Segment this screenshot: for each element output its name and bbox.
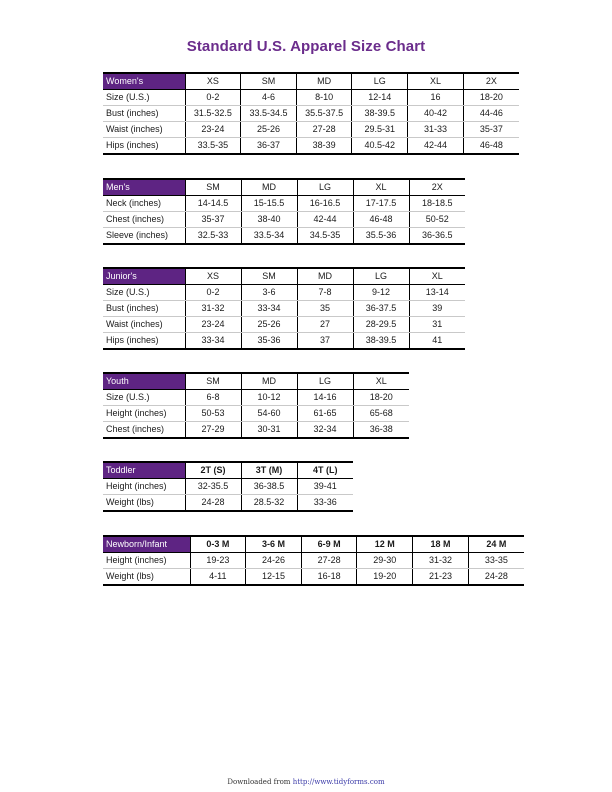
table-cell: 33.5-34.5 [241, 106, 297, 122]
size-column-header: 2X [463, 73, 519, 90]
table-cell: 41 [409, 333, 465, 350]
juniors-size-table [103, 267, 465, 350]
table-cell: 38-39 [296, 138, 352, 155]
table-cell: 33-34 [185, 333, 241, 350]
size-column-header: XL [409, 268, 465, 285]
table-cell: 33.5-35 [185, 138, 241, 155]
table-cell: 32-35.5 [185, 479, 241, 495]
table-cell: 12-14 [352, 90, 408, 106]
size-column-header: MD [241, 179, 297, 196]
size-column-header: 3T (M) [241, 462, 297, 479]
table-cell: 16-18 [301, 569, 357, 586]
table-cell: 15-15.5 [241, 196, 297, 212]
table-cell: 12-15 [246, 569, 302, 586]
table-cell: 28-29.5 [353, 317, 409, 333]
table-cell: 61-65 [297, 406, 353, 422]
row-label: Size (U.S.) [103, 90, 185, 106]
size-column-header: XL [353, 373, 409, 390]
table-cell: 16-16.5 [297, 196, 353, 212]
size-column-header: SM [185, 373, 241, 390]
size-column-header: 2X [409, 179, 465, 196]
table-row [103, 122, 519, 138]
table-row [103, 301, 465, 317]
table-cell: 39 [409, 301, 465, 317]
table-cell: 27 [297, 317, 353, 333]
table-cell: 31 [409, 317, 465, 333]
row-label: Size (U.S.) [103, 285, 185, 301]
table-cell: 50-53 [185, 406, 241, 422]
table-cell: 30-31 [241, 422, 297, 439]
table-cell: 65-68 [353, 406, 409, 422]
table-cell: 36-37 [241, 138, 297, 155]
table-cell: 38-39.5 [353, 333, 409, 350]
table-cell: 27-28 [296, 122, 352, 138]
table-cell: 18-18.5 [409, 196, 465, 212]
table-row [103, 285, 465, 301]
table-cell: 25-26 [241, 317, 297, 333]
size-column-header: XS [185, 73, 241, 90]
infant-size-table [103, 535, 524, 586]
table-cell: 33.5-34 [241, 228, 297, 245]
table-row [103, 90, 519, 106]
size-column-header: MD [297, 268, 353, 285]
table-cell: 42-44 [408, 138, 464, 155]
row-label: Weight (lbs) [103, 569, 190, 586]
table-cell: 31-32 [413, 553, 469, 569]
table-cell: 4-11 [190, 569, 246, 586]
table-cell: 14-16 [297, 390, 353, 406]
table-cell: 33-36 [297, 495, 353, 512]
table-cell: 28.5-32 [241, 495, 297, 512]
size-column-header: LG [297, 179, 353, 196]
table-cell: 35.5-37.5 [296, 106, 352, 122]
table-cell: 35.5-36 [353, 228, 409, 245]
footer-prefix: Downloaded from [227, 778, 291, 786]
table-cell: 29-30 [357, 553, 413, 569]
size-column-header: 4T (L) [297, 462, 353, 479]
table-cell: 35-36 [241, 333, 297, 350]
table-cell: 0-2 [185, 285, 241, 301]
table-cell: 18-20 [353, 390, 409, 406]
table-cell: 36-38 [353, 422, 409, 439]
size-column-header: XL [408, 73, 464, 90]
table-cell: 42-44 [297, 212, 353, 228]
table-row [103, 495, 353, 512]
row-label: Weight (lbs) [103, 495, 185, 512]
mens-size-table [103, 178, 465, 245]
row-label: Sleeve (inches) [103, 228, 185, 245]
table-cell: 18-20 [463, 90, 519, 106]
table-row [103, 479, 353, 495]
table-cell: 40-42 [408, 106, 464, 122]
youth-size-table [103, 372, 409, 439]
table-cell: 35 [297, 301, 353, 317]
table-cell: 25-26 [241, 122, 297, 138]
womens-size-table [103, 72, 519, 155]
table-row [103, 212, 465, 228]
table-cell: 39-41 [297, 479, 353, 495]
table-cell: 19-23 [190, 553, 246, 569]
table-cell: 23-24 [185, 122, 241, 138]
table-cell: 14-14.5 [185, 196, 241, 212]
table-category-label: Women's [103, 73, 185, 90]
table-cell: 32.5-33 [185, 228, 241, 245]
table-cell: 35-37 [185, 212, 241, 228]
table-cell: 7-8 [297, 285, 353, 301]
table-cell: 31.5-32.5 [185, 106, 241, 122]
table-row [103, 406, 409, 422]
table-row [103, 553, 524, 569]
table-row [103, 196, 465, 212]
table-header-row [103, 536, 524, 553]
table-cell: 4-6 [241, 90, 297, 106]
table-cell: 24-26 [246, 553, 302, 569]
page-title: Standard U.S. Apparel Size Chart [186, 38, 426, 55]
size-column-header: 24 M [468, 536, 524, 553]
table-header-row [103, 268, 465, 285]
table-cell: 38-40 [241, 212, 297, 228]
row-label: Bust (inches) [103, 106, 185, 122]
table-cell: 9-12 [353, 285, 409, 301]
size-column-header: XS [185, 268, 241, 285]
table-cell: 35-37 [463, 122, 519, 138]
table-row [103, 569, 524, 586]
table-cell: 36-37.5 [353, 301, 409, 317]
size-column-header: XL [353, 179, 409, 196]
size-column-header: 0-3 M [190, 536, 246, 553]
table-cell: 54-60 [241, 406, 297, 422]
table-cell: 33-34 [241, 301, 297, 317]
table-cell: 38-39.5 [352, 106, 408, 122]
table-cell: 31-32 [185, 301, 241, 317]
table-category-label: Junior's [103, 268, 185, 285]
table-row [103, 333, 465, 350]
table-cell: 21-23 [413, 569, 469, 586]
table-header-row [103, 462, 353, 479]
size-column-header: SM [185, 179, 241, 196]
table-category-label: Youth [103, 373, 185, 390]
table-cell: 50-52 [409, 212, 465, 228]
table-cell: 40.5-42 [352, 138, 408, 155]
table-row [103, 106, 519, 122]
row-label: Size (U.S.) [103, 390, 185, 406]
table-cell: 32-34 [297, 422, 353, 439]
table-cell: 31-33 [408, 122, 464, 138]
table-cell: 3-6 [241, 285, 297, 301]
table-cell: 23-24 [185, 317, 241, 333]
size-column-header: LG [352, 73, 408, 90]
size-column-header: 6-9 M [301, 536, 357, 553]
size-column-header: MD [296, 73, 352, 90]
row-label: Height (inches) [103, 479, 185, 495]
toddler-size-table [103, 461, 353, 512]
table-cell: 37 [297, 333, 353, 350]
table-cell: 46-48 [353, 212, 409, 228]
table-cell: 0-2 [185, 90, 241, 106]
table-cell: 29.5-31 [352, 122, 408, 138]
table-cell: 27-28 [301, 553, 357, 569]
table-cell: 16 [408, 90, 464, 106]
row-label: Height (inches) [103, 553, 190, 569]
table-header-row [103, 73, 519, 90]
row-label: Neck (inches) [103, 196, 185, 212]
table-cell: 19-20 [357, 569, 413, 586]
table-cell: 10-12 [241, 390, 297, 406]
size-column-header: 2T (S) [185, 462, 241, 479]
row-label: Waist (inches) [103, 122, 185, 138]
row-label: Hips (inches) [103, 333, 185, 350]
table-cell: 8-10 [296, 90, 352, 106]
table-category-label: Newborn/Infant [103, 536, 190, 553]
table-row [103, 390, 409, 406]
size-column-header: LG [297, 373, 353, 390]
table-header-row [103, 179, 465, 196]
table-cell: 36-36.5 [409, 228, 465, 245]
row-label: Hips (inches) [103, 138, 185, 155]
size-column-header: 12 M [357, 536, 413, 553]
row-label: Height (inches) [103, 406, 185, 422]
table-row [103, 422, 409, 439]
table-row [103, 228, 465, 245]
table-cell: 27-29 [185, 422, 241, 439]
table-cell: 17-17.5 [353, 196, 409, 212]
footer [0, 778, 612, 786]
table-cell: 33-35 [468, 553, 524, 569]
row-label: Chest (inches) [103, 212, 185, 228]
table-cell: 24-28 [185, 495, 241, 512]
table-row [103, 317, 465, 333]
table-category-label: Men's [103, 179, 185, 196]
table-cell: 46-48 [463, 138, 519, 155]
size-column-header: 18 M [413, 536, 469, 553]
row-label: Bust (inches) [103, 301, 185, 317]
size-column-header: LG [353, 268, 409, 285]
size-column-header: MD [241, 373, 297, 390]
table-cell: 36-38.5 [241, 479, 297, 495]
table-cell: 6-8 [185, 390, 241, 406]
size-column-header: SM [241, 73, 297, 90]
table-cell: 44-46 [463, 106, 519, 122]
row-label: Waist (inches) [103, 317, 185, 333]
table-category-label: Toddler [103, 462, 185, 479]
size-column-header: SM [241, 268, 297, 285]
table-cell: 34.5-35 [297, 228, 353, 245]
footer-link[interactable]: http://www.tidyforms.com [292, 778, 385, 786]
table-cell: 24-28 [468, 569, 524, 586]
table-row [103, 138, 519, 155]
table-header-row [103, 373, 409, 390]
size-column-header: 3-6 M [246, 536, 302, 553]
row-label: Chest (inches) [103, 422, 185, 439]
table-cell: 13-14 [409, 285, 465, 301]
